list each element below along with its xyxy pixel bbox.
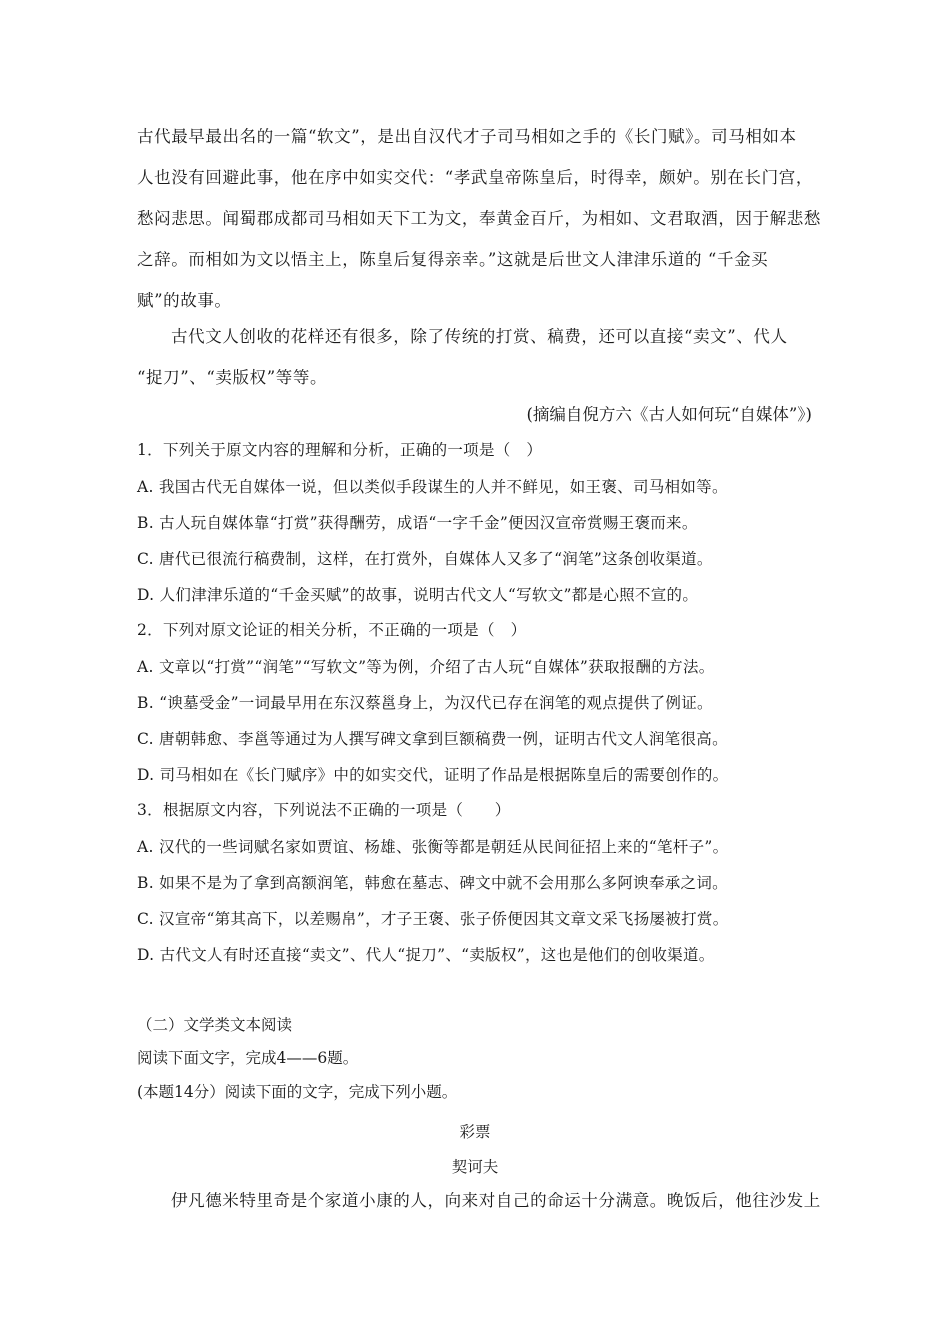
article-p1-line-5: 赋”的故事。 bbox=[137, 291, 232, 310]
question-2-option-d: D. 司马相如在《长门赋序》中的如实交代，证明了作品是根据陈皇后的需要创作的。 bbox=[137, 766, 729, 784]
story-author: 契诃夫 bbox=[451, 1158, 499, 1176]
article-p1-line-2: 人也没有回避此事，他在序中如实交代：“孝武皇帝陈皇后，时得幸，颇妒。别在长门宫， bbox=[137, 168, 813, 187]
article-p2-line-1: 古代文人创收的花样还有很多，除了传统的打赏、稿费，还可以直接“卖文”、代人 bbox=[171, 327, 788, 346]
section-2-instruction: 阅读下面文字，完成4——6题。 bbox=[137, 1049, 359, 1067]
question-1-stem: 1．下列关于原文内容的理解和分析，正确的一项是（ ） bbox=[137, 441, 543, 459]
question-1-option-a: A. 我国古代无自媒体一说，但以类似手段谋生的人并不鲜见，如王褒、司马相如等。 bbox=[137, 478, 728, 496]
article-p1-line-4: 之辞。而相如为文以悟主上，陈皇后复得亲幸。”这就是后世文人津津乐道的 “千金买 bbox=[137, 250, 769, 269]
question-2-option-c: C. 唐朝韩愈、李邕等通过为人撰写碑文拿到巨额稿费一例，证明古代文人润笔很高。 bbox=[137, 730, 728, 748]
question-2-option-b: B. “谀墓受金”一词最早用在东汉蔡邕身上，为汉代已存在润笔的观点提供了例证。 bbox=[137, 694, 713, 712]
question-3-option-b: B. 如果不是为了拿到高额润笔，韩愈在墓志、碑文中就不会用那么多阿谀奉承之词。 bbox=[137, 874, 728, 892]
article-p2-line-2: “捉刀”、“卖版权”等等。 bbox=[137, 368, 328, 387]
question-1-option-d: D. 人们津津乐道的“千金买赋”的故事，说明古代文人“写软文”都是心照不宣的。 bbox=[137, 586, 699, 604]
question-3-option-a: A. 汉代的一些词赋名家如贾谊、杨雄、张衡等都是朝廷从民间征招上来的“笔杆子”。 bbox=[137, 838, 729, 856]
section-2-sub-instruction: (本题14分）阅读下面的文字，完成下列小题。 bbox=[137, 1083, 458, 1101]
question-3-stem: 3．根据原文内容，下列说法不正确的一项是（ ） bbox=[137, 801, 511, 819]
story-first-line: 伊凡德米特里奇是个家道小康的人，向来对自己的命运十分满意。晚饭后，他往沙发上 bbox=[171, 1191, 821, 1210]
question-2-option-a: A. 文章以“打赏”“润笔”“写软文”等为例，介绍了古人玩“自媒体”获取报酬的方法。 bbox=[137, 658, 715, 676]
question-1-option-c: C. 唐代已很流行稿费制，这样，在打赏外，自媒体人又多了“润笔”这条创收渠道。 bbox=[137, 550, 713, 568]
question-1-option-b: B. 古人玩自媒体靠“打赏”获得酬劳，成语“一字千金”便因汉宣帝赏赐王褒而来。 bbox=[137, 514, 698, 532]
question-3-option-c: C. 汉宣帝“第其高下，以差赐帛”，才子王褒、张子侨便因其文章文采飞扬屡被打赏。 bbox=[137, 910, 729, 928]
question-3-option-d: D. 古代文人有时还直接“卖文”、代人“捉刀”、“卖版权”，这也是他们的创收渠道。 bbox=[137, 946, 715, 964]
story-title: 彩票 bbox=[459, 1123, 491, 1141]
question-2-stem: 2．下列对原文论证的相关分析，不正确的一项是（ ） bbox=[137, 621, 527, 639]
article-p1-line-1: 古代最早最出名的一篇“软文”，是出自汉代才子司马相如之手的《长门赋》。司马相如本 bbox=[137, 127, 797, 146]
article-source: (摘编自倪方六《古人如何玩“自媒体”》) bbox=[526, 405, 812, 424]
section-2-heading: （二）文学类文本阅读 bbox=[137, 1016, 293, 1034]
article-p1-line-3: 愁闷悲思。闻蜀郡成都司马相如天下工为文，奉黄金百斤，为相如、文君取酒，因于解悲愁 bbox=[137, 209, 821, 228]
